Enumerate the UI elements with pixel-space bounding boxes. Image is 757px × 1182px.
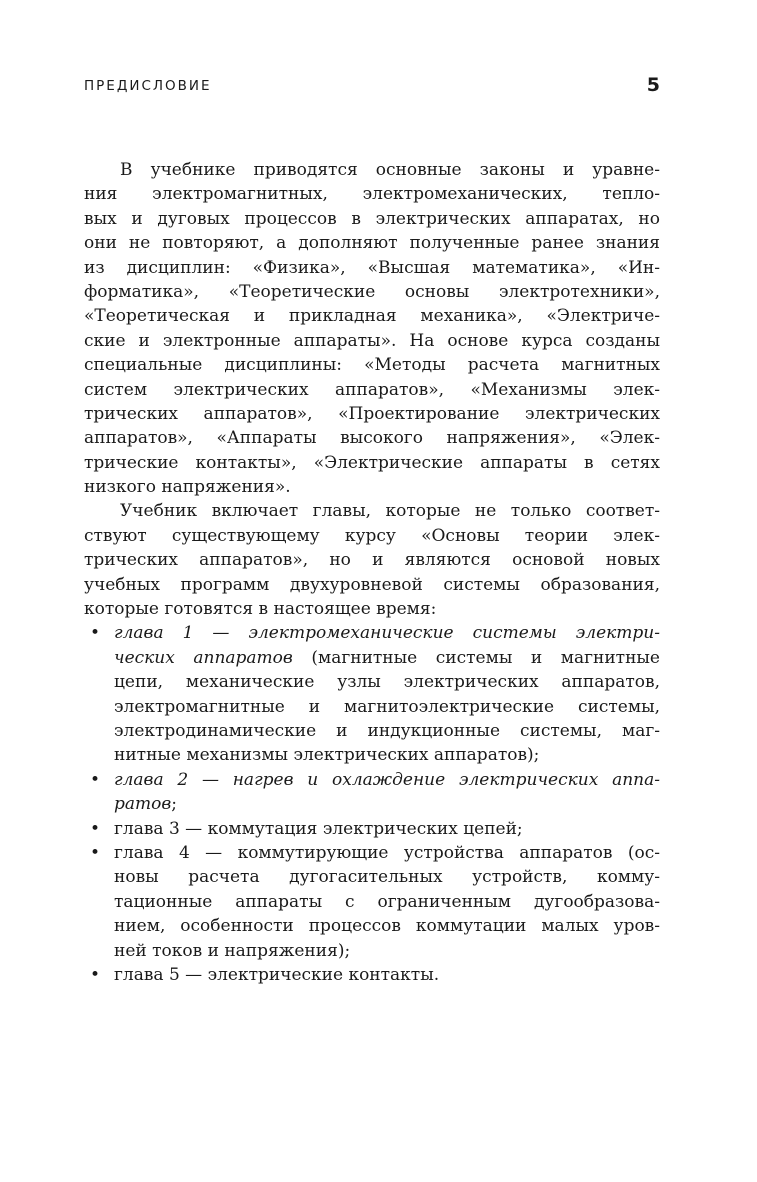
text-line: аппаратов», «Аппараты высокого напряжения», «Элек- — [84, 428, 660, 449]
text-line: нитные механизмы электрических аппаратов); — [114, 745, 540, 766]
text-line: В учебнике приводятся основные законы и уравне- — [120, 160, 660, 180]
text-line: цепи, механические узлы электрических аппаратов, — [114, 672, 660, 693]
bullet-mark: • — [90, 964, 101, 985]
list-item — [84, 817, 660, 841]
list-item — [84, 768, 660, 792]
chapter-3-text: глава 3 — коммутация электрических цепей; — [114, 818, 523, 839]
bullet-mark: • — [90, 623, 101, 644]
text-line: которые готовятся в настоящее время: — [84, 599, 437, 620]
text-line: вых и дуговых процессов в электрических аппаратах, но — [84, 208, 660, 229]
chapter-5-text: глава 5 — электрические контакты. — [114, 964, 440, 985]
text-line: специальные дисциплины: «Методы расчета магнитных — [84, 355, 660, 376]
chapter-1-title-end: ческих аппаратов — [114, 647, 293, 668]
text-line: ские и электронные аппараты». На основе курса созданы — [84, 330, 660, 351]
text-line: ствуют существующему курсу «Основы теории элек- — [84, 525, 660, 546]
chapter-2-title-end: ратов — [114, 794, 172, 815]
running-title: ПРЕДИСЛОВИЕ — [84, 78, 212, 94]
list-item — [84, 963, 660, 987]
list-item-continuation — [84, 792, 660, 816]
paragraph-1 — [84, 158, 660, 499]
list-item — [84, 841, 660, 865]
text-line: нием, особенности процессов коммутации малых уров- — [114, 916, 660, 937]
chapter-list — [84, 621, 660, 987]
page-body — [84, 158, 660, 987]
text-line: форматика», «Теоретические основы электротехники», — [84, 281, 660, 302]
chapter-2-title: глава 2 — нагрев и охлаждение электрических аппа- — [114, 769, 660, 790]
paragraph-2 — [84, 499, 660, 621]
text-line: трических аппаратов», «Проектирование электрических — [84, 403, 660, 424]
text-line: низкого напряжения». — [84, 477, 291, 498]
bullet-mark: • — [90, 818, 101, 839]
text-line: новы расчета дугогасительных устройств, комму- — [114, 867, 660, 888]
text-line: учебных программ двухуровневой системы образования, — [84, 574, 660, 595]
page-header — [84, 74, 660, 100]
list-item — [84, 621, 660, 645]
list-item-continuation — [84, 646, 660, 670]
bullet-mark: • — [90, 842, 101, 863]
text-line: тационные аппараты с ограниченным дугообразова- — [114, 891, 660, 912]
text-line: электродинамические и индукционные системы, маг- — [114, 720, 660, 741]
text-line: электромагнитные и магнитоэлектрические системы, — [114, 696, 660, 717]
chapter-4-text: глава 4 — коммутирующие устройства аппаратов (ос- — [114, 842, 660, 863]
text-line: из дисциплин: «Физика», «Высшая математика», «Ин- — [84, 257, 660, 278]
text-line: трических аппаратов», но и являются основой новых — [84, 550, 660, 571]
page-number: 5 — [646, 74, 660, 96]
text-line: они не повторяют, а дополняют полученные ранее знания — [84, 233, 660, 254]
bullet-mark: • — [90, 769, 101, 790]
chapter-1-title: глава 1 — электромеханические системы электри- — [114, 623, 660, 644]
chapter-1-desc: (магнитные системы и магнитные — [292, 647, 660, 668]
text-line: систем электрических аппаратов», «Механизмы элек- — [84, 379, 660, 400]
text-line: «Теоретическая и прикладная механика», «Электриче- — [84, 306, 660, 327]
text-line: ней токов и напряжения); — [114, 940, 351, 961]
text-line: Учебник включает главы, которые не только соответ- — [120, 501, 660, 522]
chapter-2-punct: ; — [171, 794, 178, 815]
text-line: ния электромагнитных, электромеханических, тепло- — [84, 184, 660, 205]
text-line: трические контакты», «Электрические аппараты в сетях — [84, 452, 660, 473]
